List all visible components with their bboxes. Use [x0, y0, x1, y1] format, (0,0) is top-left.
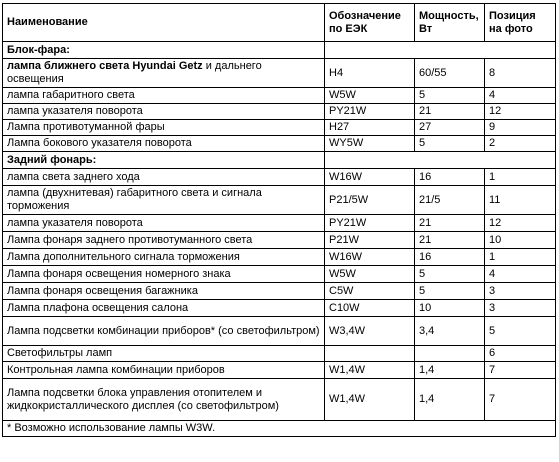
table-row: [3, 362, 556, 379]
bulb-code: W16W: [325, 249, 415, 266]
bulb-name: Лампа подсветки комбинации приборов* (со светофильтром): [3, 317, 325, 346]
section-title: Блок-фара:: [3, 42, 325, 59]
bulb-name: лампа указателя поворота: [3, 104, 325, 120]
header-code: Обозначение по ЕЭК: [325, 4, 415, 42]
table-row: [3, 317, 556, 346]
bulb-power: 3,4: [415, 317, 485, 346]
bulb-name: лампа габаритного света: [3, 88, 325, 104]
bulb-code: PY21W: [325, 215, 415, 232]
table-body: [3, 42, 556, 421]
bulb-name: Лампа фонаря освещения багажника: [3, 283, 325, 300]
bulb-name: лампа (двухнитевая) габаритного света и сигнала торможения: [3, 186, 325, 215]
bulb-name: Светофильтры ламп: [3, 346, 325, 362]
bulb-power: 16: [415, 169, 485, 186]
bulb-code: W5W: [325, 88, 415, 104]
table-row: [3, 232, 556, 249]
table-row: [3, 169, 556, 186]
bulb-position: 9: [485, 120, 556, 136]
bulb-code: P21/5W: [325, 186, 415, 215]
bulb-position: 1: [485, 169, 556, 186]
bulb-position: 5: [485, 317, 556, 346]
footnote-row: [3, 421, 556, 437]
header-power: Мощность, Вт: [415, 4, 485, 42]
bulb-power: 21/5: [415, 186, 485, 215]
bulb-name: Лампа подсветки блока управления отопителем и жидкокристаллического дисплея (со светофильтром): [3, 379, 325, 421]
bulb-name: Лампа бокового указателя поворота: [3, 136, 325, 152]
bulb-position: 2: [485, 136, 556, 152]
bulb-position: 6: [485, 346, 556, 362]
table-row: [3, 88, 556, 104]
bulb-power: 5: [415, 266, 485, 283]
bulb-power: [415, 346, 485, 362]
bulb-power: 1,4: [415, 379, 485, 421]
bulb-name: лампа указателя поворота: [3, 215, 325, 232]
table-row: [3, 120, 556, 136]
bulb-position: 3: [485, 283, 556, 300]
table-row: [3, 283, 556, 300]
table-row: [3, 249, 556, 266]
bulb-power: 27: [415, 120, 485, 136]
bulb-code: C5W: [325, 283, 415, 300]
bulb-power: 1,4: [415, 362, 485, 379]
bulb-code: C10W: [325, 300, 415, 317]
section-empty-cell: [325, 152, 556, 169]
bulb-name: Лампа противотуманной фары: [3, 120, 325, 136]
bulb-power: 21: [415, 232, 485, 249]
table-row: [3, 266, 556, 283]
footnote: * Возможно использование лампы W3W.: [3, 421, 556, 437]
table-row: [3, 136, 556, 152]
bulb-table: [2, 3, 556, 437]
table-row: [3, 104, 556, 120]
section-row: [3, 152, 556, 169]
section-row: [3, 42, 556, 59]
header-name: Наименование: [3, 4, 325, 42]
table-row: [3, 59, 556, 88]
bulb-name: Контрольная лампа комбинации приборов: [3, 362, 325, 379]
bulb-power: 5: [415, 283, 485, 300]
bulb-position: 7: [485, 379, 556, 421]
bulb-power: 16: [415, 249, 485, 266]
bulb-position: 12: [485, 215, 556, 232]
bulb-power: 10: [415, 300, 485, 317]
bulb-name-rest: и дальнего освещения: [7, 60, 262, 85]
section-empty-cell: [325, 42, 556, 59]
bulb-position: 8: [485, 59, 556, 88]
bulb-name: Лампа дополнительного сигнала торможения: [3, 249, 325, 266]
bulb-position: 11: [485, 186, 556, 215]
bulb-power: 60/55: [415, 59, 485, 88]
bulb-position: 4: [485, 266, 556, 283]
table-row: [3, 379, 556, 421]
table-row: [3, 215, 556, 232]
bulb-position: 3: [485, 300, 556, 317]
table-row: [3, 186, 556, 215]
bulb-name: лампа света заднего хода: [3, 169, 325, 186]
bulb-position: 4: [485, 88, 556, 104]
section-title: Задний фонарь:: [3, 152, 325, 169]
bulb-code: PY21W: [325, 104, 415, 120]
bulb-name: Лампа фонаря заднего противотуманного света: [3, 232, 325, 249]
bulb-name-bold: лампа ближнего света Hyundai Getz: [7, 60, 203, 72]
bulb-code: [325, 346, 415, 362]
bulb-position: 7: [485, 362, 556, 379]
bulb-code: H4: [325, 59, 415, 88]
bulb-position: 1: [485, 249, 556, 266]
bulb-power: 21: [415, 215, 485, 232]
table-row: [3, 346, 556, 362]
bulb-code: H27: [325, 120, 415, 136]
bulb-code: WY5W: [325, 136, 415, 152]
table-header-row: [3, 4, 556, 42]
table-row: [3, 300, 556, 317]
bulb-name: Лампа фонаря освещения номерного знака: [3, 266, 325, 283]
bulb-code: W1,4W: [325, 379, 415, 421]
bulb-code: W5W: [325, 266, 415, 283]
bulb-code: W3,4W: [325, 317, 415, 346]
bulb-power: 21: [415, 104, 485, 120]
bulb-power: 5: [415, 136, 485, 152]
bulb-code: W1,4W: [325, 362, 415, 379]
bulb-position: 10: [485, 232, 556, 249]
bulb-code: P21W: [325, 232, 415, 249]
bulb-name: Лампа плафона освещения салона: [3, 300, 325, 317]
bulb-power: 5: [415, 88, 485, 104]
bulb-name: [3, 59, 325, 88]
bulb-code: W16W: [325, 169, 415, 186]
bulb-position: 12: [485, 104, 556, 120]
header-position: Позиция на фото: [485, 4, 556, 42]
